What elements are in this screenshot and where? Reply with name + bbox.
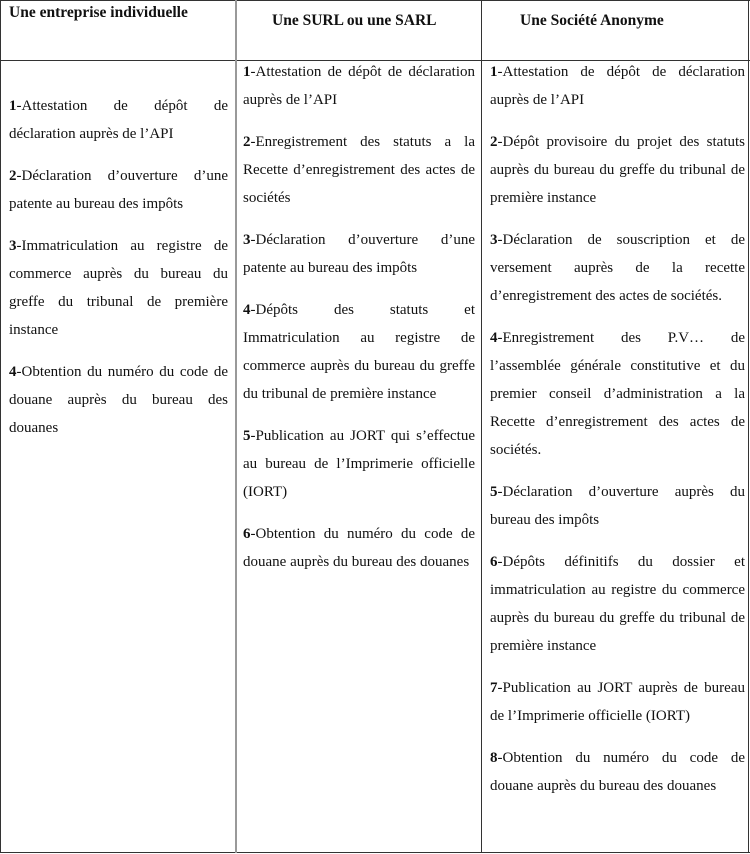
step-text: -Publication au JORT auprès de bureau de l’Imprimerie officielle (IORT)	[490, 680, 745, 724]
header-surl-sarl: Une SURL ou une SARL	[272, 12, 437, 29]
step-item	[490, 128, 745, 212]
header-entreprise-individuelle: Une entreprise individuelle	[9, 4, 188, 21]
step-item	[490, 548, 745, 660]
step-text: -Obtention du numéro du code de douane auprès du bureau des douanes	[490, 750, 745, 794]
step-text: -Publication au JORT qui s’effectue au bureau de l’Imprimerie officielle (IORT)	[243, 428, 475, 500]
step-text: -Déclaration d’ouverture d’une patente au bureau des impôts	[243, 232, 475, 276]
step-text: -Enregistrement des P.V… de l’assemblée générale constitutive et du premier conseil d’administration a la Recette d’enregistrement des actes de sociétés.	[490, 330, 745, 458]
step-text: -Déclaration d’ouverture d’une patente au bureau des impôts	[9, 168, 228, 212]
step-item	[490, 324, 745, 464]
step-text: -Enregistrement des statuts a la Recette d’enregistrement des actes de sociétés	[243, 134, 475, 206]
step-text: -Obtention du numéro du code de douane auprès du bureau des douanes	[9, 364, 228, 436]
table-left-border	[0, 0, 1, 853]
step-item	[9, 232, 228, 344]
step-item	[243, 226, 475, 282]
table-bottom-border	[0, 852, 750, 853]
step-text: -Immatriculation au registre de commerce auprès du bureau du greffe du tribunal de première instance	[9, 238, 228, 338]
step-number: 5	[490, 484, 498, 500]
step-text: -Dépôts des statuts et Immatriculation au registre de commerce auprès du bureau du greffe du tribunal de première instance	[243, 302, 475, 402]
step-number: 6	[243, 526, 251, 542]
column-entreprise-individuelle	[9, 92, 228, 456]
step-text: -Dépôt provisoire du projet des statuts auprès du bureau du greffe du tribunal de première instance	[490, 134, 745, 206]
column-divider-1	[235, 0, 237, 853]
column-divider-2	[481, 0, 482, 853]
step-number: 1	[243, 64, 251, 80]
step-number: 1	[490, 64, 498, 80]
step-number: 3	[243, 232, 251, 248]
step-number: 8	[490, 750, 498, 766]
step-number: 6	[490, 554, 498, 570]
step-text: -Attestation de dépôt de déclaration auprès de l’API	[243, 64, 475, 108]
step-item	[243, 422, 475, 506]
step-item	[9, 358, 228, 442]
table-top-border	[0, 0, 750, 1]
column-societe-anonyme	[490, 58, 745, 814]
step-text: -Attestation de dépôt de déclaration auprès de l’API	[9, 98, 228, 142]
column-surl-sarl	[243, 58, 475, 590]
step-item	[490, 58, 745, 114]
step-item	[490, 744, 745, 800]
step-item	[9, 162, 228, 218]
step-item	[243, 128, 475, 212]
step-number: 2	[243, 134, 251, 150]
step-item	[243, 58, 475, 114]
step-number: 3	[9, 238, 17, 254]
step-item	[490, 478, 745, 534]
step-text: -Obtention du numéro du code de douane auprès du bureau des douanes	[243, 526, 475, 570]
step-number: 5	[243, 428, 251, 444]
step-number: 7	[490, 680, 498, 696]
step-number: 2	[490, 134, 498, 150]
step-item	[243, 520, 475, 576]
step-item	[490, 226, 745, 310]
table-right-border	[748, 0, 749, 853]
step-text: -Déclaration d’ouverture auprès du bureau des impôts	[490, 484, 745, 528]
step-number: 4	[490, 330, 498, 346]
step-number: 1	[9, 98, 17, 114]
step-number: 4	[9, 364, 17, 380]
step-item	[490, 674, 745, 730]
step-text: -Déclaration de souscription et de versement auprès de la recette d’enregistrement des actes de sociétés.	[490, 232, 745, 304]
step-number: 3	[490, 232, 498, 248]
step-number: 4	[243, 302, 251, 318]
step-text: -Dépôts définitifs du dossier et immatriculation au registre du commerce auprès du bureau du greffe du tribunal de première instance	[490, 554, 745, 654]
step-item	[243, 296, 475, 408]
step-text: -Attestation de dépôt de déclaration auprès de l’API	[490, 64, 745, 108]
header-societe-anonyme: Une Société Anonyme	[520, 12, 664, 29]
step-number: 2	[9, 168, 17, 184]
step-item	[9, 92, 228, 148]
